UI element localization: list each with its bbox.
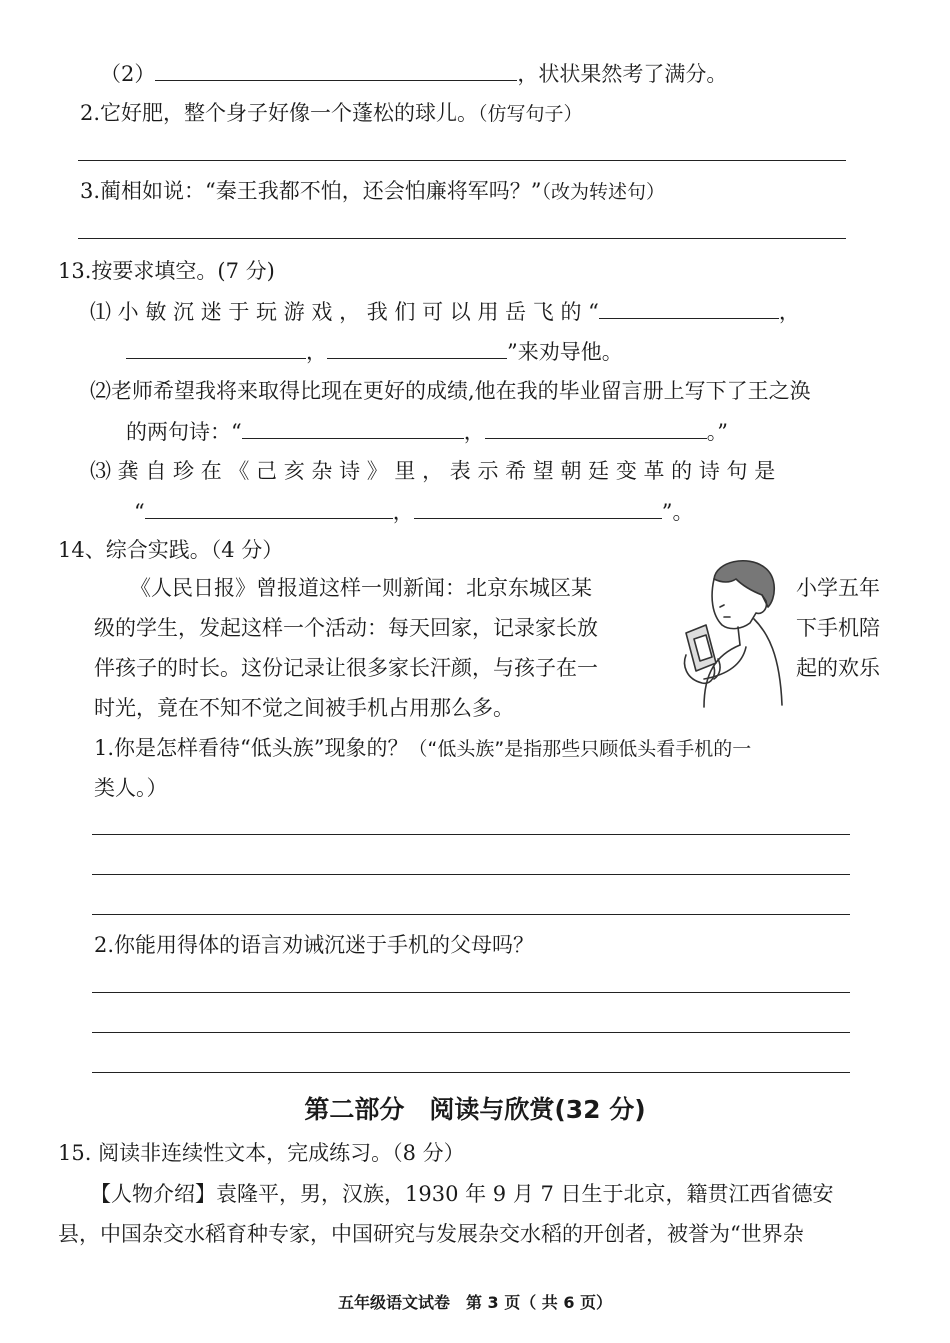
q12-item2-label: （2） bbox=[100, 62, 156, 86]
q14-title: 14、综合实践。（4 分） bbox=[58, 538, 284, 562]
q13-part1-line2: ， ”来劝导他。 bbox=[126, 336, 623, 367]
q14-q1-line1: 1.你是怎样看待“低头族”现象的？（“低头族”是指那些只顾低头看手机的一 bbox=[94, 736, 752, 760]
q13-title: 13.按要求填空。(7 分) bbox=[58, 259, 275, 283]
q14-para-right2: 下手机陪 bbox=[796, 616, 880, 640]
q12-s3-note: （改为转述句） bbox=[541, 181, 666, 203]
q12-item2 bbox=[100, 58, 727, 89]
q15-line1: 【人物介绍】袁隆平，男，汉族，1930 年 9 月 7 日生于北京，籍贯江西省德安 bbox=[90, 1182, 834, 1206]
answer-line-q14-1a[interactable] bbox=[92, 834, 850, 835]
q13-p1-blank1[interactable] bbox=[599, 296, 779, 319]
q13-part3-line2: “ ， ”。 bbox=[134, 496, 694, 527]
q12-item2-tail: ，状状果然考了满分。 bbox=[517, 62, 728, 86]
answer-line-q12-s3[interactable] bbox=[78, 238, 846, 239]
q14-para-line4: 时光，竟在不知不觉之间被手机占用那么多。 bbox=[94, 696, 514, 720]
page-footer: 五年级语文试卷 第 3 页（ 共 6 页） bbox=[337, 1293, 613, 1312]
q12-s2-note: （仿写句子） bbox=[478, 103, 583, 125]
q12-sentence3: 3.蔺相如说：“秦王我都不怕，还会怕廉将军吗？”（改为转述句） bbox=[80, 179, 666, 203]
q13-part2-line2: 的两句诗：“ ， 。” bbox=[126, 416, 728, 447]
q13-p1-blank3[interactable] bbox=[327, 336, 507, 359]
part2-title: 第二部分 阅读与欣赏(32 分) bbox=[304, 1095, 646, 1124]
answer-line-q12-s2[interactable] bbox=[78, 160, 846, 161]
q13-p2-blank2[interactable] bbox=[485, 416, 707, 439]
answer-line-q14-1c[interactable] bbox=[92, 914, 850, 915]
q13-p2-blank1[interactable] bbox=[242, 416, 464, 439]
q12-item2-blank[interactable] bbox=[155, 58, 517, 81]
q14-para-line1: 《人民日报》曾报道这样一则新闻：北京东城区某 bbox=[130, 576, 592, 600]
q14-para-line3: 伴孩子的时长。这份记录让很多家长汗颜，与孩子在一 bbox=[94, 656, 598, 680]
boy-with-phone-illustration bbox=[656, 555, 786, 715]
q14-para-right3: 起的欢乐 bbox=[796, 656, 880, 680]
answer-line-q14-1b[interactable] bbox=[92, 874, 850, 875]
q13-part2-line1: ⑵老师希望我将来取得比现在更好的成绩,他在我的毕业留言册上写下了王之涣 bbox=[90, 379, 811, 403]
q14-q1-line2: 类人。） bbox=[94, 776, 168, 800]
q12-sentence2: 2.它好肥，整个身子好像一个蓬松的球儿。（仿写句子） bbox=[80, 101, 583, 125]
q13-p3-blank1[interactable] bbox=[145, 496, 393, 519]
answer-line-q14-2c[interactable] bbox=[92, 1072, 850, 1073]
q14-q1-note: （“低头族”是指那些只顾低头看手机的一 bbox=[408, 738, 752, 760]
q13-p1-blank2[interactable] bbox=[126, 336, 306, 359]
q14-para-line2: 级的学生，发起这样一个活动：每天回家，记录家长放 bbox=[94, 616, 598, 640]
q13-p3-blank2[interactable] bbox=[414, 496, 662, 519]
q13-part1-line1: ⑴ 小 敏 沉 迷 于 玩 游 戏 ， 我 们 可 以 用 岳 飞 的 “ ， bbox=[90, 296, 800, 327]
q13-part3-line1: ⑶ 龚 自 珍 在 《 己 亥 杂 诗 》 里 ， 表 示 希 望 朝 廷 变 革 的 诗 句 是 bbox=[90, 459, 776, 483]
q15-title: 15. 阅读非连续性文本，完成练习。（8 分） bbox=[58, 1141, 465, 1165]
q14-q2: 2.你能用得体的语言劝诫沉迷于手机的父母吗？ bbox=[94, 933, 535, 957]
answer-line-q14-2b[interactable] bbox=[92, 1032, 850, 1033]
q15-line2: 县，中国杂交水稻育种专家，中国研究与发展杂交水稻的开创者，被誉为“世界杂 bbox=[58, 1222, 804, 1246]
answer-line-q14-2a[interactable] bbox=[92, 992, 850, 993]
q14-para-right1: 小学五年 bbox=[796, 576, 880, 600]
